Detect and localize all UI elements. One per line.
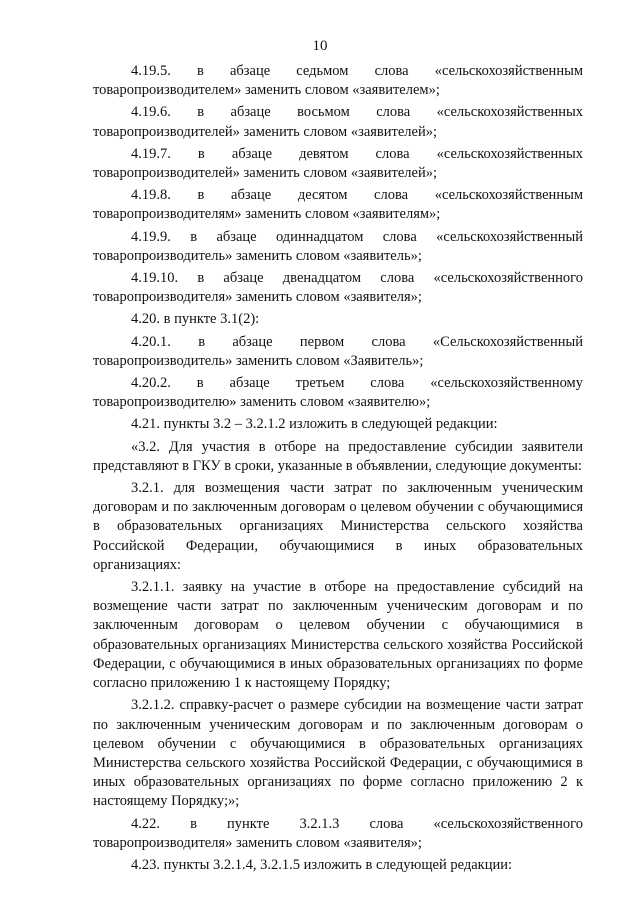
paragraph-4-20-2: 4.20.2. в абзаце третьем слова «сельскохозяйственному товаропроизводителю» заменить словом «заявителю»; [93,375,583,411]
page-number: 10 [312,38,328,54]
paragraph-4-23: 4.23. пункты 3.2.1.4, 3.2.1.5 изложить в следующей редакции: [131,856,513,873]
paragraph-4-22: 4.22. в пункте 3.2.1.3 слова «сельскохозяйственного товаропроизводителя» заменить словом «заявителя»; [93,815,583,851]
paragraph-3-2: «3.2. Для участия в отборе на предоставление субсидии заявители представляют в ГКУ в сроки, указанные в объявлении, следующие документы: [93,438,583,474]
paragraph-4-19-10: 4.19.10. в абзаце двенадцатом слова «сельскохозяйственного товаропроизводителя» заменить словом «заявителя»; [93,270,583,306]
paragraph-3-2-1: 3.2.1. для возмещения части затрат по заключенным ученическим договорам и по заключенным договорам о целевом обучении с обучающимися в образовательных организациях Министерства сельского хозяйства Российской Федерации, обучающимися в иных образовательных организациях: [93,480,583,573]
paragraph-4-20: 4.20. в пункте 3.1(2): [131,311,260,328]
paragraph-3-2-1-2: 3.2.1.2. справку-расчет о размере субсидии на возмещение части затрат по заключенным ученическим договорам и по заключенным договорам о целевом обучении с обучающимися в образовательных организациях Министерства сельского хозяйства Российской Федерации, с обучающимися в иных образовательных организациях по форме согласно приложению 2 к настоящему Порядку;»; [93,697,583,810]
paragraph-4-19-8: 4.19.8. в абзаце десятом слова «сельскохозяйственным товаропроизводителям» заменить словом «заявителям»; [93,187,583,223]
paragraph-4-19-9: 4.19.9. в абзаце одиннадцатом слова «сельскохозяйственный товаропроизводитель» заменить словом «заявитель»; [93,228,583,264]
paragraph-4-21: 4.21. пункты 3.2 – 3.2.1.2 изложить в следующей редакции: [131,416,498,433]
paragraph-4-19-6: 4.19.6. в абзаце восьмом слова «сельскохозяйственных товаропроизводителей» заменить словом «заявителей»; [93,104,583,140]
document-body [93,62,583,878]
paragraph-4-19-7: 4.19.7. в абзаце девятом слова «сельскохозяйственных товаропроизводителей» заменить словом «заявителей»; [93,145,583,182]
paragraph-4-19-5: 4.19.5. в абзаце седьмом слова «сельскохозяйственным товаропроизводителем» заменить словом «заявителем»; [93,63,583,99]
paragraph-3-2-1-1: 3.2.1.1. заявку на участие в отборе на предоставление субсидий на возмещение части затрат по заключенным ученическим договорам и по заключенным договорам о целевом обучении с обучающимися в образовательных организациях Министерства сельского хозяйства Российской Федерации, с обучающимися в иных образовательных организациях по форме согласно приложению 1 к настоящему Порядку; [93,579,583,692]
paragraph-4-20-1: 4.20.1. в абзаце первом слова «Сельскохозяйственный товаропроизводитель» заменить словом «Заявитель»; [93,333,583,369]
